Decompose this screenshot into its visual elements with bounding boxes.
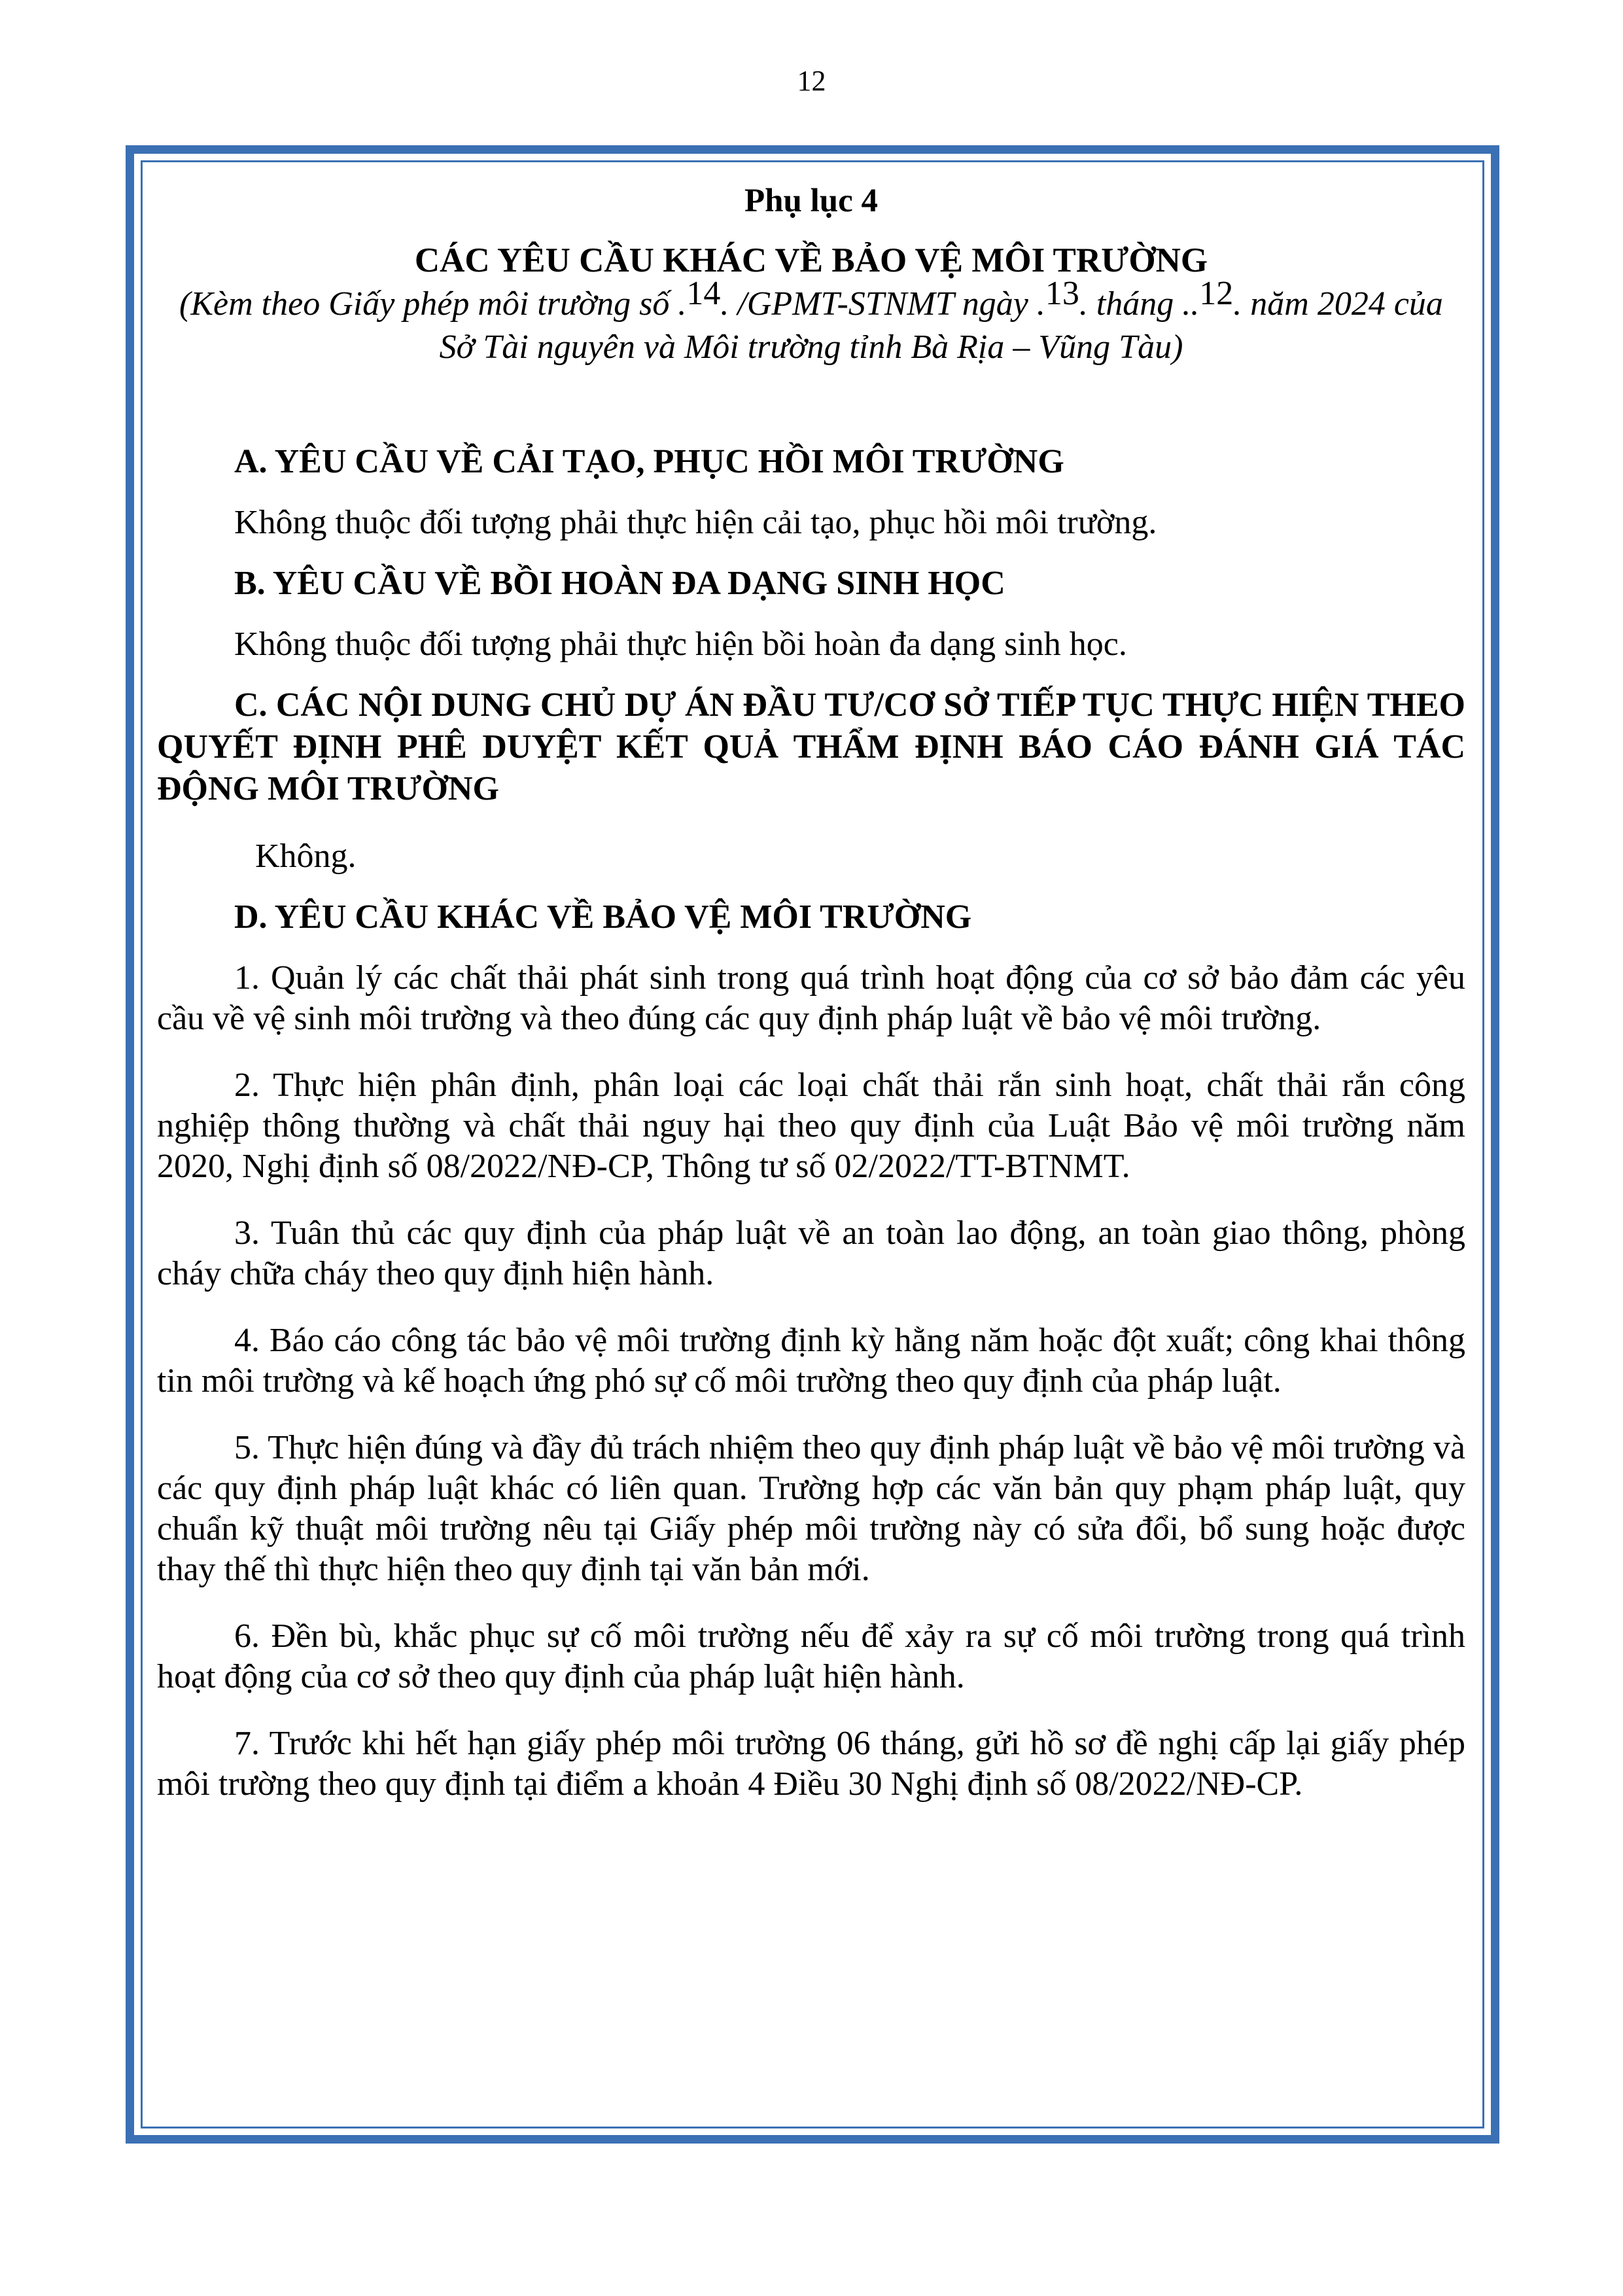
document-title: CÁC YÊU CẦU KHÁC VỀ BẢO VỆ MÔI TRƯỜNG [414,241,1208,279]
list-item: 7. Trước khi hết hạn giấy phép môi trường 06 tháng, gửi hồ sơ đề nghị cấp lại giấy phép môi trường theo quy định tại điểm a khoản 4 Điều 30 Nghị định số 08/2022/NĐ-CP. [157,1725,1465,1803]
section-a-body: Không thuộc đối tượng phải thực hiện cải tạo, phục hồi môi trường. [234,504,1157,541]
section-d-heading: D. YÊU CẦU KHÁC VỀ BẢO VỆ MÔI TRƯỜNG [234,898,972,936]
subtitle-mid1: /GPMT-STNMT ngày [737,285,1028,323]
document-body [157,171,1465,1805]
permit-month: 12 [1199,275,1234,312]
page-number: 12 [797,65,826,97]
list-item: 6. Đền bù, khắc phục sự cố môi trường nếu để xảy ra sự cố môi trường trong quá trình hoạt động của cơ sở theo quy định của pháp luật hiện hành. [157,1617,1465,1695]
subtitle-suffix: năm 2024 của [1250,285,1443,323]
list-item: 3. Tuân thủ các quy định của pháp luật về an toàn lao động, an toàn giao thông, phòng cháy chữa cháy theo quy định hiện hành. [157,1214,1465,1292]
permit-number-field: .14. [678,275,729,323]
subtitle-mid2: tháng [1096,285,1174,323]
section-c-body: Không. [255,838,357,875]
subtitle-line2: Sở Tài nguyên và Môi trường tỉnh Bà Rịa – Vũng Tàu) [439,328,1183,366]
day-field: .13. [1036,275,1088,323]
list-item: 5. Thực hiện đúng và đầy đủ trách nhiệm theo quy định pháp luật về bảo vệ môi trường và các quy định pháp luật khác có liên quan. Trường hợp các văn bản quy phạm pháp luật, quy chuẩn kỹ thuật môi trường nêu tại Giấy phép môi trường này có sửa đổi, bổ sung hoặc được thay thế thì thực hiện theo quy định tại văn bản mới. [157,1429,1465,1588]
section-c-heading: C. CÁC NỘI DUNG CHỦ DỰ ÁN ĐẦU TƯ/CƠ SỞ TIẾP TỤC THỰC HIỆN THEO QUYẾT ĐỊNH PHÊ DUYỆT KẾT QUẢ THẨM ĐỊNH BÁO CÁO ĐÁNH GIÁ TÁC ĐỘNG MÔI TRƯỜNG [157,686,1465,807]
list-item: 4. Báo cáo công tác bảo vệ môi trường định kỳ hằng năm hoặc đột xuất; công khai thông tin môi trường và kế hoạch ứng phó sự cố môi trường theo quy định của pháp luật. [157,1322,1465,1400]
subtitle-prefix: (Kèm theo Giấy phép môi trường số [179,285,670,323]
section-b-heading: B. YÊU CẦU VỀ BỒI HOÀN ĐA DẠNG SINH HỌC [234,565,1005,602]
month-field: ..12. [1182,275,1242,323]
annex-title: Phụ lục 4 [744,183,879,219]
section-b-body: Không thuộc đối tượng phải thực hiện bồi hoàn đa dạng sinh học. [234,626,1127,663]
permit-day: 13 [1045,275,1079,312]
list-item: 1. Quản lý các chất thải phát sinh trong quá trình hoạt động của cơ sở bảo đảm các yêu cầu về vệ sinh môi trường và theo đúng các quy định pháp luật về bảo vệ môi trường. [157,959,1465,1037]
permit-number: 14 [686,275,721,312]
section-a-heading: A. YÊU CẦU VỀ CẢI TẠO, PHỤC HỒI MÔI TRƯỜNG [234,443,1064,480]
list-item: 2. Thực hiện phân định, phân loại các loại chất thải rắn sinh hoạt, chất thải rắn công nghiệp thông thường và chất thải nguy hại theo quy định của Luật Bảo vệ môi trường năm 2020, Nghị định số 08/2022/NĐ-CP, Thông tư số 02/2022/TT-BTNMT. [157,1067,1465,1185]
document-subtitle [157,275,1465,369]
